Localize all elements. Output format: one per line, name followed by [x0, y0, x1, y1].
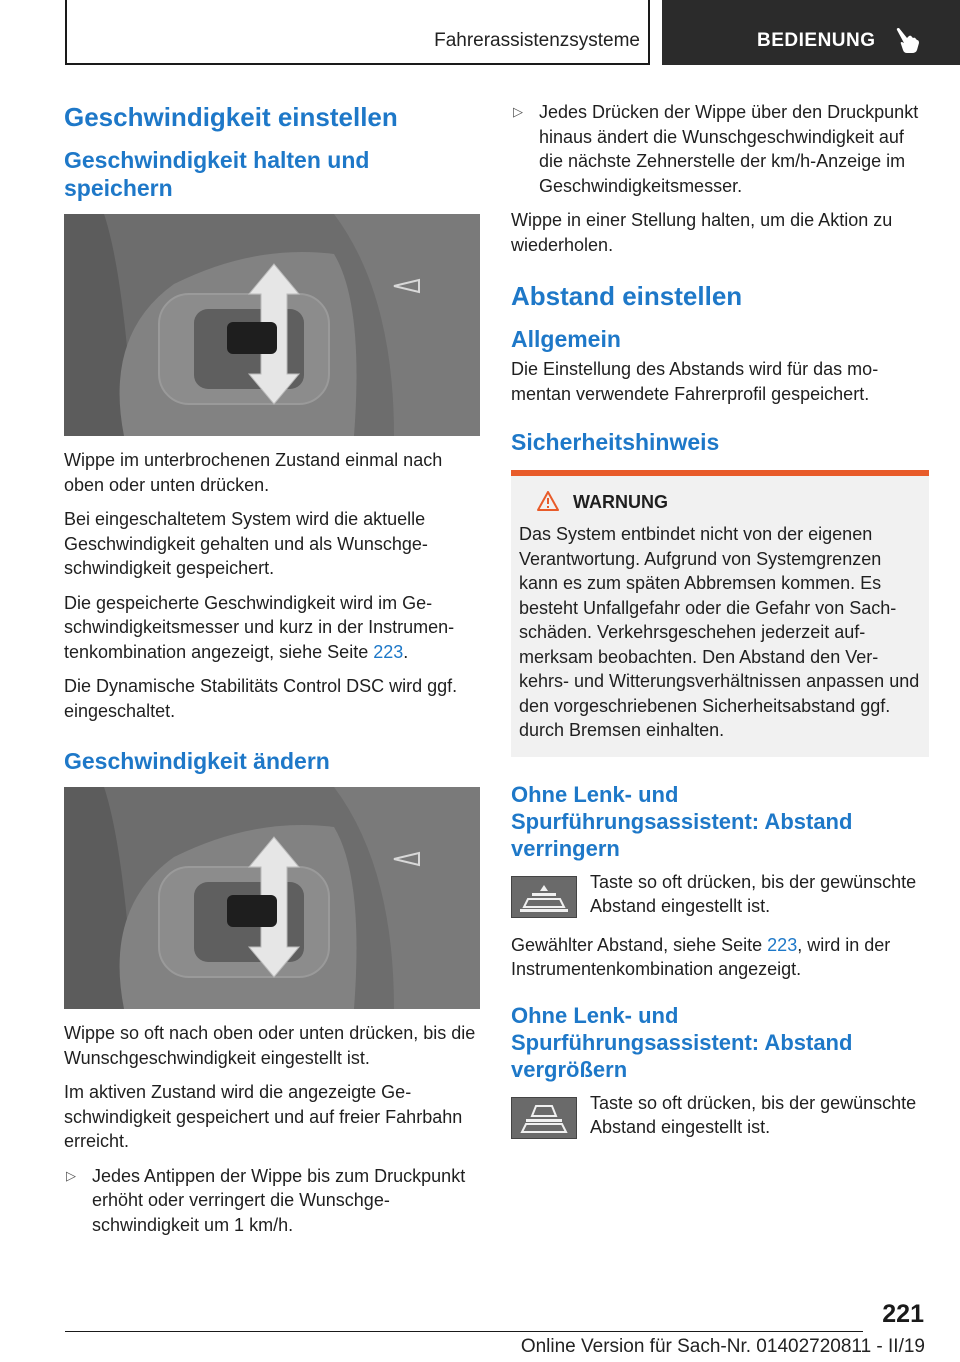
heading-safety-note: Sicherheitshinweis [511, 429, 720, 455]
heading-general: Allgemein [511, 326, 621, 352]
list-item [511, 100, 929, 198]
decrease-distance-instruction [511, 870, 929, 919]
decrease-distance-text: Taste so oft drücken, bis der gewünschte Abstand eingestellt ist. [590, 871, 917, 916]
warning-title [519, 490, 920, 514]
warning-box [511, 470, 929, 757]
heading-hold-store-speed: Geschwindigkeit halten und speichern [64, 147, 370, 201]
paragraph-speed-stored: Bei eingeschaltetem System wird die aktuelle Geschwindigkeit gehalten und als Wunschgeschwindigkeit gespeichert. [64, 509, 428, 578]
heading-decrease-distance: Ohne Lenk- und Spurführungsassistent: Abstand verringern [511, 781, 853, 861]
list-item [64, 1164, 482, 1238]
paragraph-press-rocker-once: Wippe im unterbrochenen Zustand einmal nach oben oder unten drücken. [64, 450, 443, 495]
pointing-hand-icon [895, 26, 921, 54]
header-rule-divider [648, 0, 650, 65]
bullet-triangle-icon: ▷ [513, 104, 523, 119]
header-rule-bottom [65, 63, 650, 65]
heading-distance-setting: Abstand einstellen [511, 281, 743, 311]
paragraph-selected-distance [511, 933, 929, 982]
bullet-text: Jedes Antippen der Wippe bis zum Druckpunkt erhöht oder verringert die Wunschgeschwindigkeit um 1 km/h. [92, 1165, 466, 1235]
header-rule-left [65, 0, 67, 65]
distance-decrease-icon [512, 877, 576, 917]
paragraph-press-until-speed: Wippe so oft nach oben oder unten drücken, bis die Wunschgeschwindigkeit eingestellt ist. [64, 1023, 476, 1068]
footer-rule [65, 1331, 863, 1332]
heading-increase-distance: Ohne Lenk- und Spurführungsassistent: Abstand vergrößern [511, 1002, 853, 1082]
header-chapter-label: BEDIENUNG [757, 30, 876, 51]
steering-wheel-illustration [64, 214, 480, 436]
steering-wheel-illustration [64, 787, 480, 1009]
left-column [64, 100, 482, 1247]
paragraph-text: Gewählter Abstand, siehe Seite [511, 934, 768, 955]
warning-text: Das System entbindet nicht von der eigenen Verantwortung. Aufgrund von Systemgrenzen kann es zum späten Abbremsen kommen. Es besteht Unfallgefahr oder die Gefahr von Sachschäden. Verkehrsgeschehen jederzeit aufmerksam beobachten. Den Abstand den Verkehrs- und Witterungsverhältnissen anpassen und den vorgeschriebenen Sicherheitsabstand ggf. durch Bremsen einhalten. [519, 524, 920, 740]
increase-distance-instruction [511, 1091, 929, 1140]
heading-speed-setting: Geschwindigkeit einstellen [64, 102, 398, 132]
steering-wheel-rocker-image-hold [64, 214, 480, 436]
paragraph-distance-profile: Die Einstellung des Abstands wird für das momentan verwendete Fahrerprofil gespeichert. [511, 359, 879, 404]
distance-increase-button-icon [511, 1097, 577, 1139]
warning-label: WARNUNG [573, 492, 668, 512]
page-number: 221 [882, 1300, 924, 1328]
paragraph-hold-rocker: Wippe in einer Stellung halten, um die Aktion zu wiederholen. [511, 210, 893, 255]
header-section-title: Fahrerassistenzsysteme [434, 30, 640, 51]
paragraph-text: , wird in der Instrumentenkombination angezeigt. [511, 934, 891, 979]
page-link-223[interactable]: 223 [767, 934, 798, 955]
distance-increase-icon [512, 1098, 576, 1138]
heading-change-speed: Geschwindigkeit ändern [64, 748, 330, 774]
right-column [511, 100, 929, 1152]
steering-wheel-rocker-image-change [64, 787, 480, 1009]
increase-distance-text: Taste so oft drücken, bis der gewünschte Abstand eingestellt ist. [590, 1092, 917, 1137]
bullet-triangle-icon: ▷ [66, 1167, 76, 1183]
distance-decrease-button-icon [511, 876, 577, 918]
paragraph-active-state: Im aktiven Zustand wird die angezeigte Geschwindigkeit gespeichert und auf freier Fahrbahn erreicht. [64, 1082, 463, 1151]
paragraph-text: Die gespeicherte Geschwindigkeit wird im Geschwindigkeitsmesser und kurz in der Instrumentenkombination angezeigt, siehe Seite [64, 592, 455, 662]
footer-online-version: Online Version für Sach-Nr. 01402720811 - II/19 [520, 1336, 925, 1357]
warning-triangle-icon [537, 491, 559, 511]
paragraph-text: . [403, 641, 409, 662]
page-link-223[interactable]: 223 [373, 641, 404, 662]
paragraph-speed-display [64, 591, 482, 665]
bullet-text: Jedes Drücken der Wippe über den Druckpunkt hinaus ändert die Wunschgeschwindigkeit auf die nächste Zehnerstelle der km/h-Anzeige im Geschwindigkeitsmesser. [539, 102, 919, 196]
paragraph-dsc: Die Dynamische Stabilitäts Control DSC wird ggf. eingeschaltet. [64, 676, 458, 721]
